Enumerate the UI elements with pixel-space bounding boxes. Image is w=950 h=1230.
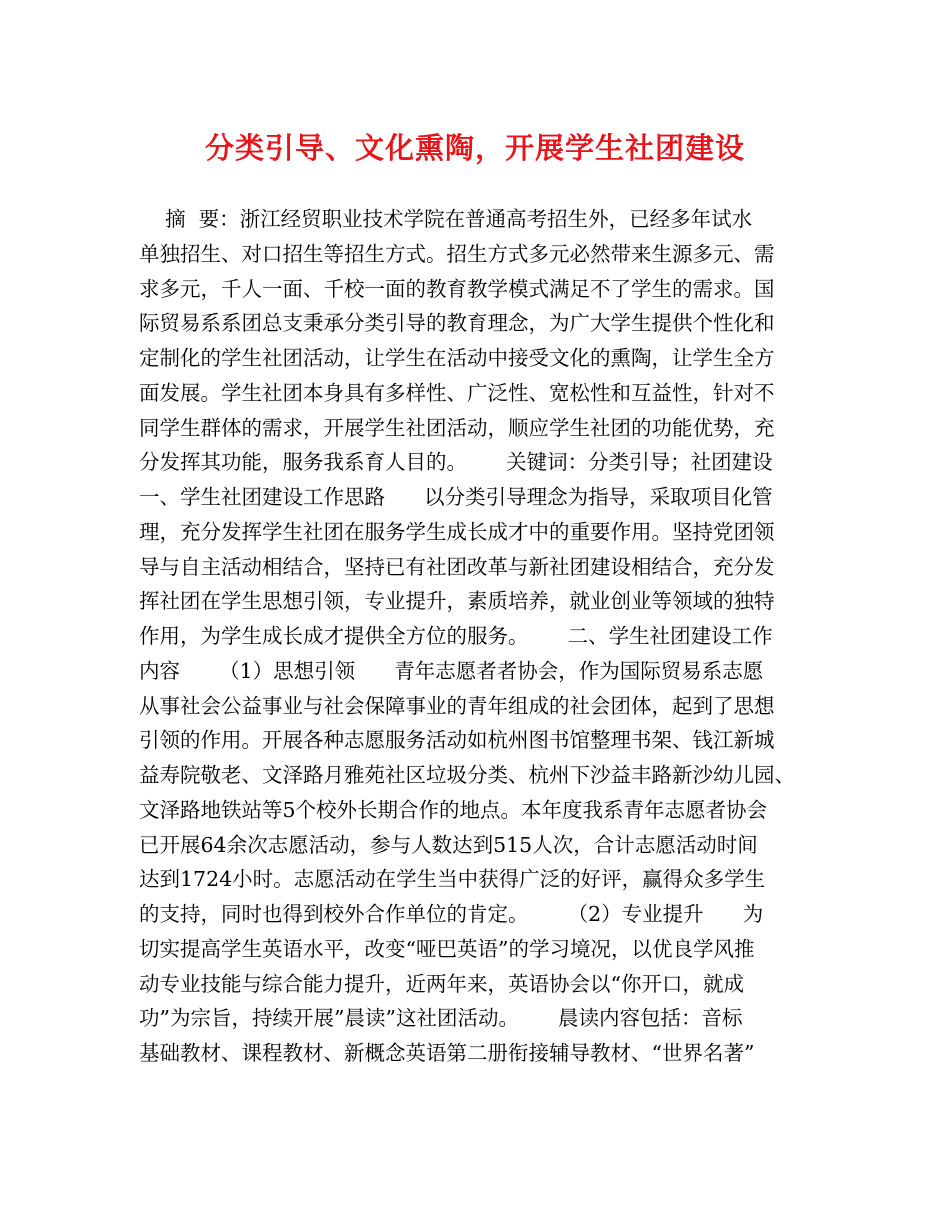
body-line: 面发展。学生社团本身具有多样性、广泛性、宽松性和互益性，针对不 xyxy=(139,380,775,405)
body-line: 益寿院敬老、文泽路月雅苑社区垃圾分类、杭州下沙益丰路新沙幼儿园、 xyxy=(139,763,795,787)
body-line: 理，充分发挥学生社团在服务学生成长成才中的重要作用。坚持党团领 xyxy=(139,519,775,544)
body-line: 引领的作用。开展各种志愿服务活动如杭州图书馆整理书架、钱江新城 xyxy=(139,728,775,753)
body-line: 同学生群体的需求，开展学生社团活动，顺应学生社团的功能优势，充 xyxy=(139,415,775,440)
body-line: 达到1724小时。志愿活动在学生当中获得广泛的好评，赢得众多学生 xyxy=(139,867,766,892)
body-line: 定制化的学生社团活动，让学生在活动中接受文化的熏陶，让学生全方 xyxy=(139,346,775,370)
body-line: 分发挥其功能，服务我系育人目的。 关键词：分类引导；社团建设 xyxy=(139,450,773,475)
body-line: 文泽路地铁站等5个校外长期合作的地点。本年度我系青年志愿者协会 xyxy=(139,797,768,822)
document-title: 分类引导、文化熏陶，开展学生社团建设 xyxy=(204,131,745,165)
body-line: 动专业技能与综合能力提升，近两年来，英语协会以“你开口，就成 xyxy=(139,971,744,996)
body-line: 导与自主活动相结合，坚持已有社团改革与新社团建设相结合，充分发 xyxy=(139,554,775,579)
body-line: 摘 要：浙江经贸职业技术学院在普通高考招生外，已经多年试水 xyxy=(139,207,753,231)
body-line: 挥社团在学生思想引领，专业提升，素质培养，就业创业等领域的独特 xyxy=(139,589,775,614)
body-line: 的支持，同时也得到校外合作单位的肯定。 （2）专业提升 为 xyxy=(139,902,764,926)
body-line: 一、学生社团建设工作思路 以分类引导理念为指导，采取项目化管 xyxy=(139,485,773,509)
body-line: 从事社会公益事业与社会保障事业的青年组成的社会团体，起到了思想 xyxy=(139,693,775,718)
body-line: 作用，为学生成长成才提供全方位的服务。 二、学生社团建设工作 xyxy=(139,624,773,648)
body-line: 求多元，千人一面、千校一面的教育教学模式满足不了学生的需求。国 xyxy=(139,276,775,301)
body-line: 基础教材、课程教材、新概念英语第二册衔接辅导教材、“世界名著” xyxy=(139,1041,755,1065)
body-line: 内容 （1）思想引领 青年志愿者者协会，作为国际贸易系志愿 xyxy=(139,658,764,683)
body-line: 际贸易系系团总支秉承分类引导的教育理念，为广大学生提供个性化和 xyxy=(139,311,775,336)
body-line: 单独招生、对口招生等招生方式。招生方式多元必然带来生源多元、需 xyxy=(139,241,775,266)
body-line: 已开展64余次志愿活动，参与人数达到515人次，合计志愿活动时间 xyxy=(139,832,758,857)
body-line: 功”为宗旨，持续开展”晨读”这社团活动。 晨读内容包括：音标 xyxy=(139,1006,743,1031)
body-line: 切实提高学生英语水平，改变“哑巴英语”的学习境况，以优良学风推 xyxy=(139,936,755,961)
document-body xyxy=(139,202,819,1071)
